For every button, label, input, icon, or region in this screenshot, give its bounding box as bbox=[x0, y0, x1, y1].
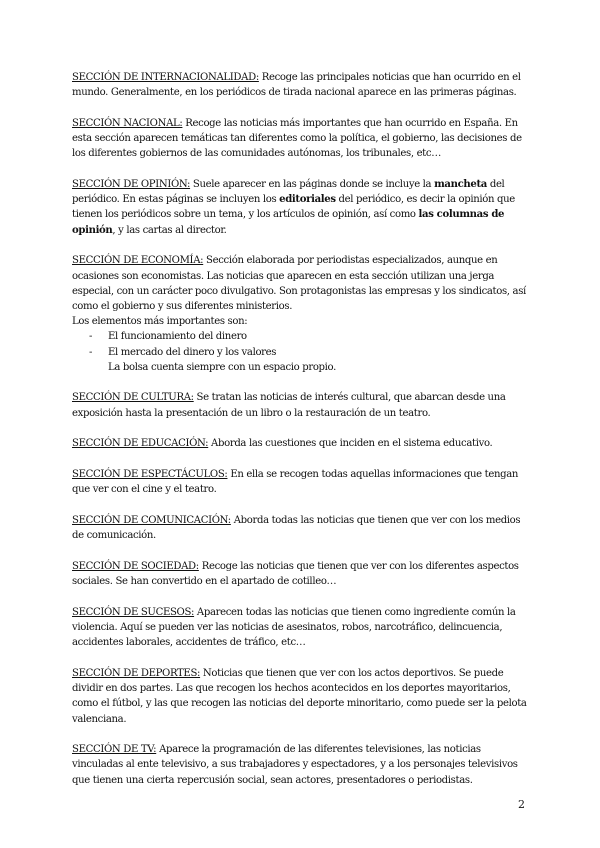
list-item-text: El funcionamiento del dinero bbox=[108, 331, 247, 343]
section-cultura bbox=[72, 390, 532, 420]
section-heading: SECCIÓN DE EDUCACIÓN: bbox=[72, 438, 209, 450]
section-text: Recoge las noticias que tienen que ver con los diferentes aspectos sociales. Se han convertido en el apartado de cotilleo… bbox=[72, 560, 519, 588]
section-text: Sección elaborada por periodistas especializados, aunque en ocasiones son economistas. Las noticias que aparecen en esta sección utilizan una jerga especial, con un carácter poco divulgativo. Son protagonistas las empresas y los sindicatos, así como el gobierno y sus diferentes ministerios. bbox=[72, 255, 526, 312]
section-text: Aparecen todas las noticias que tienen como ingrediente común la violencia. Aquí se pueden ver las noticias de asesinatos, robos, narcotráfico, delincuencia, accidentes laborales, accidentes de tráfico, etc… bbox=[72, 606, 516, 649]
section-heading: SECCIÓN DE OPINIÓN: bbox=[72, 179, 191, 191]
list-extra-note: La bolsa cuenta siempre con un espacio propio. bbox=[108, 361, 336, 373]
section-comunicacion bbox=[72, 513, 532, 543]
section-heading: SECCIÓN DE COMUNICACIÓN: bbox=[72, 514, 231, 526]
section-deportes bbox=[72, 666, 532, 727]
section-espectaculos bbox=[72, 467, 532, 497]
section-heading: SECCIÓN DE ESPECTÁCULOS: bbox=[72, 469, 228, 481]
section-text: Noticias que tienen que ver con los actos deportivos. Se puede dividir en dos partes. Las que recogen los hechos acontecidos en los deportes mayoritarios, como el fútbol, y las que recogen las noticias del deporte minoritario, como puede ser la pelota valenciana. bbox=[72, 667, 527, 725]
section-text: Suele aparecer en las páginas donde se incluye la bbox=[190, 179, 435, 191]
list-item-text: El mercado del dinero y los valores bbox=[108, 346, 277, 358]
section-educacion bbox=[72, 436, 532, 451]
section-sociedad bbox=[72, 559, 532, 589]
section-text: Aparece la programación de las diferentes televisiones, las noticias vinculadas al ente televisivo, a sus trabajadores y espectadores, y a los personajes televisivos que tienen una cierta repercusión social, sean actores, presentadores o periodistas. bbox=[72, 744, 518, 786]
section-heading: SECCIÓN DE SUCESOS: bbox=[72, 606, 195, 618]
section-internacionalidad bbox=[72, 70, 532, 100]
list-dash: - bbox=[89, 331, 93, 343]
list-dash: - bbox=[89, 346, 93, 358]
section-text: En ella se recogen todas aquellas informaciones que tengan que ver con el cine y el teatro. bbox=[72, 469, 519, 496]
section-heading: SECCIÓN DE TV: bbox=[72, 744, 157, 756]
section-text: del periódico. En estas páginas se incluyen los bbox=[72, 179, 505, 206]
section-heading: SECCIÓN DE SOCIEDAD: bbox=[72, 560, 199, 572]
list-item bbox=[72, 329, 532, 344]
bold-term-editoriales: editoriales bbox=[279, 194, 336, 206]
section-paragraph bbox=[72, 253, 532, 314]
section-heading: SECCIÓN NACIONAL: bbox=[72, 117, 183, 129]
bold-term-columnas: las columnas de opinión bbox=[72, 209, 505, 236]
bold-term-mancheta: mancheta bbox=[434, 179, 487, 191]
section-tv bbox=[72, 742, 532, 788]
section-text: , y las cartas al director. bbox=[112, 224, 227, 236]
section-text: Recoge las noticias más importantes que han ocurrido en España. En esta sección aparecen temáticas tan diferentes como la política, el gobierno, las decisiones de los diferentes gobiernos de las comunidades autónomas, los tribunales, etc… bbox=[72, 117, 522, 160]
section-heading: SECCIÓN DE INTERNACIONALIDAD: bbox=[72, 72, 259, 83]
section-text: Se tratan las noticias de interés cultural, que abarcan desde una exposición hasta la presentación de un libro o la restauración de un teatro. bbox=[72, 392, 506, 419]
list-item bbox=[72, 345, 532, 360]
section-text: Recoge las principales noticias que han ocurrido en el mundo. Generalmente, en los periódicos de tirada nacional aparece en las primeras páginas. bbox=[72, 72, 521, 99]
section-heading: SECCIÓN DE ECONOMÍA: bbox=[72, 255, 204, 267]
section-text: Aborda todas las noticias que tienen que ver con los medios de comunicación. bbox=[72, 514, 521, 542]
section-economia bbox=[72, 253, 532, 375]
section-heading: SECCIÓN DE CULTURA: bbox=[72, 392, 194, 404]
document-page bbox=[72, 70, 532, 803]
list-intro: Los elementos más importantes son: bbox=[72, 316, 248, 328]
section-heading: SECCIÓN DE DEPORTES: bbox=[72, 667, 201, 679]
section-text: del periódico, es decir la opinión que tienen los periódicos sobre un tema, y los artículos de opinión, así como bbox=[72, 194, 515, 221]
page-number: 2 bbox=[518, 798, 525, 811]
section-opinion bbox=[72, 177, 532, 238]
section-nacional bbox=[72, 116, 532, 162]
section-sucesos bbox=[72, 605, 532, 651]
economia-list bbox=[72, 329, 532, 359]
section-text: Aborda las cuestiones que inciden en el sistema educativo. bbox=[208, 438, 493, 450]
